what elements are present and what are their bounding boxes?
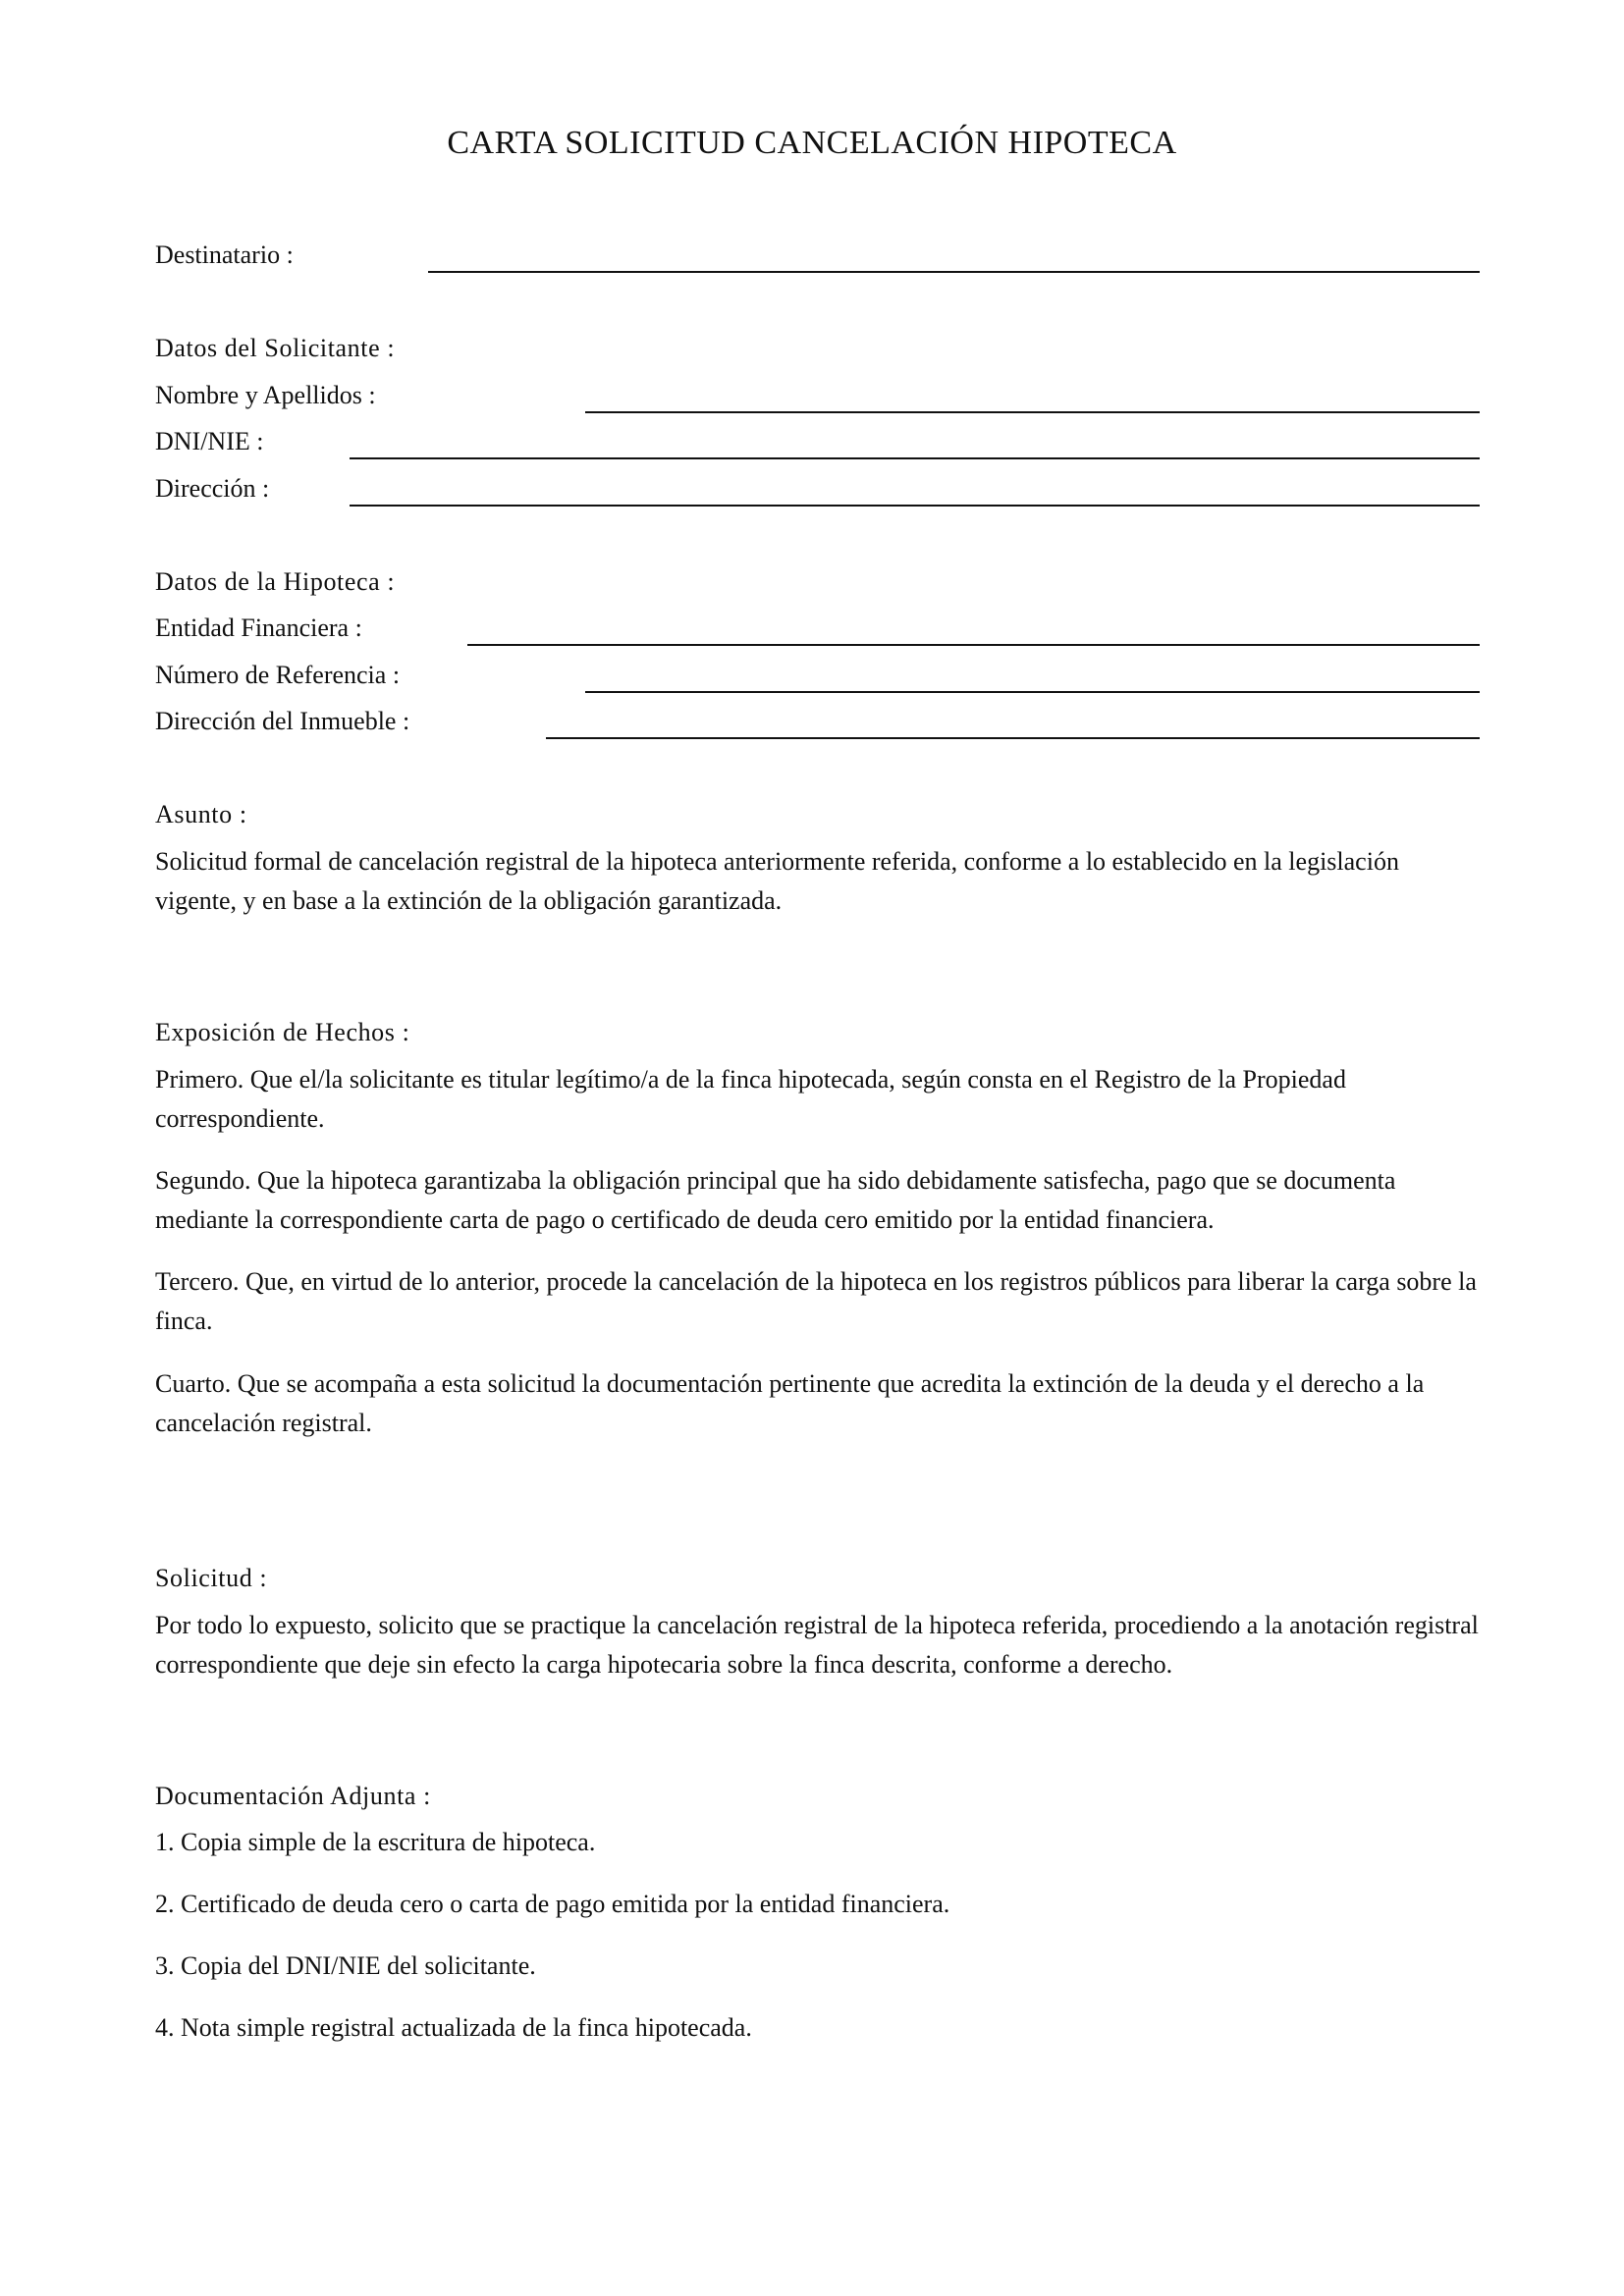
attachment-item: 4. Nota simple registral actualizada de la finca hipotecada. (155, 2013, 752, 2042)
fact-first: Primero. Que el/la solicitante es titular legítimo/a de la finca hipotecada, según consta en el Registro de la Propiedad correspondiente. (155, 1065, 1346, 1133)
mortgage-property-field-line[interactable] (546, 737, 1480, 739)
applicant-heading: Datos del Solicitante : (155, 334, 396, 362)
subject-text: Solicitud formal de cancelación registral de la hipoteca anteriormente referida, conforme a lo establecido en la legislación vigente, y en base a la extinción de la obligación garantizada. (155, 847, 1399, 915)
document-title: CARTA SOLICITUD CANCELACIÓN HIPOTECA (447, 125, 1177, 161)
attachment-item: 3. Copia del DNI/NIE del solicitante. (155, 1951, 536, 1980)
mortgage-reference-label: Número de Referencia : (155, 661, 401, 689)
applicant-address-field-line[interactable] (350, 505, 1480, 507)
subject-heading: Asunto : (155, 800, 247, 828)
mortgage-reference-field-line[interactable] (585, 691, 1480, 693)
mortgage-entity-label: Entidad Financiera : (155, 614, 362, 642)
facts-heading: Exposición de Hechos : (155, 1018, 410, 1046)
applicant-name-label: Nombre y Apellidos : (155, 381, 376, 409)
recipient-label: Destinatario : (155, 240, 294, 269)
mortgage-property-label: Dirección del Inmueble : (155, 707, 410, 735)
request-text: Por todo lo expuesto, solicito que se practique la cancelación registral de la hipoteca referida, procediendo a la anotación registral correspondiente que deje sin efecto la carga hipotecaria sobre la finca descrita, conforme a derecho. (155, 1611, 1479, 1679)
applicant-id-field-line[interactable] (350, 457, 1480, 459)
attachment-item: 2. Certificado de deuda cero o carta de pago emitida por la entidad financiera. (155, 1890, 950, 1918)
request-heading: Solicitud : (155, 1564, 268, 1592)
attachment-item: 1. Copia simple de la escritura de hipoteca. (155, 1828, 596, 1856)
applicant-name-field-line[interactable] (585, 411, 1480, 413)
fact-third: Tercero. Que, en virtud de lo anterior, procede la cancelación de la hipoteca en los registros públicos para liberar la carga sobre la finca. (155, 1267, 1477, 1335)
attachments-heading: Documentación Adjunta : (155, 1782, 431, 1810)
fact-second: Segundo. Que la hipoteca garantizaba la obligación principal que ha sido debidamente satisfecha, pago que se documenta mediante la correspondiente carta de pago o certificado de deuda cero emitido por la entidad financiera. (155, 1166, 1396, 1234)
mortgage-entity-field-line[interactable] (467, 644, 1480, 646)
applicant-address-label: Dirección : (155, 474, 270, 503)
recipient-field-line[interactable] (428, 271, 1480, 273)
applicant-id-label: DNI/NIE : (155, 427, 264, 455)
mortgage-heading: Datos de la Hipoteca : (155, 567, 396, 596)
fact-fourth: Cuarto. Que se acompaña a esta solicitud la documentación pertinente que acredita la extinción de la deuda y el derecho a la cancelación registral. (155, 1369, 1425, 1437)
